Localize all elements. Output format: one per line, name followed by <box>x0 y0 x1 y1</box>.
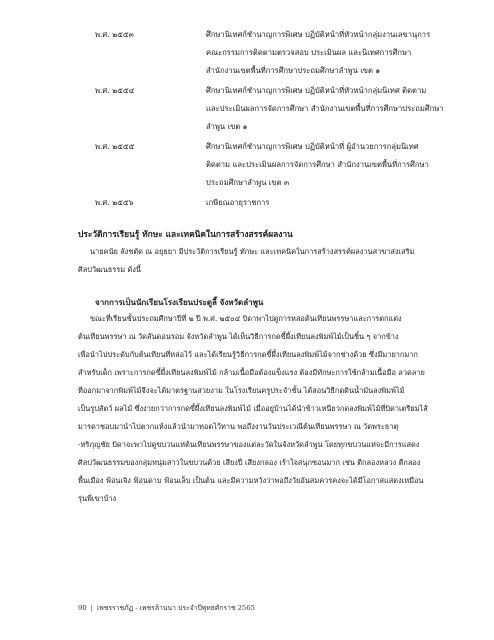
career-year: พ.ศ. ๒๕๕๕ <box>95 142 135 151</box>
career-line: ลำพูน เขต ๑ <box>206 122 248 131</box>
body-line: มารดาชอบมานำไปตากแห้งแล้วนำมาทอดไว้ทาน พอถึงงานวันประเวณีต้นเทียนพรรษา ณ วัดพระธาตุ <box>78 422 399 431</box>
career-year: พ.ศ. ๒๕๕๔ <box>95 86 135 95</box>
body-line: เพื่อนำไปประดับกับต้นเทียนที่หล่อไว้ และได้เรียนรู้วิธีการกดขี้ผึ้งเทียนลงพิมพ์ไม้จากช่างด้วย ซึ่งมีมายากมาก <box>78 350 418 359</box>
career-line: และประเมินผลการจัดการศึกษา สำนักงานเขตพื้นที่การศึกษาประถมศึกษา <box>206 104 444 113</box>
career-line: ศึกษานิเทศก์ชำนาญการพิเศษ ปฏิบัติหน้าที่หัวหน้ากลุ่มนิเทศ ติดตาม <box>206 86 427 95</box>
career-year: พ.ศ. ๒๕๕๓ <box>95 30 134 39</box>
career-line: ประถมศึกษาลำพูน เขต ๓ <box>206 178 290 187</box>
career-line: ศึกษานิเทศก์ชำนาญการพิเศษ ปฏิบัติหน้าที่ ผู้อำนวยการกลุ่มนิเทศ <box>206 142 419 151</box>
career-line: เกษียณอายุราชการ <box>206 198 270 207</box>
subsection-heading: จากการเป็นนักเรียนโรงเรียนประตูลี้ จังหวัดลำพูน <box>95 297 264 307</box>
career-line: คณะกรรมการติดตามตรวจสอบ ประเมินผล และนิเทศการศึกษา <box>206 48 412 57</box>
body-line: ต้นเทียนพรรษา ณ วัดสันดอนรอม จังหวัดลำพูน ได้เห็นวิธีการกดขี้ผึ้งเทียนลงพิมพ์ไม้เป็นชิ้น ๆ จากข้าง <box>78 332 399 341</box>
body-line: เป็นรูปสัตว์ ผลไม้ ซึ่งง่ายกว่าการกดขี้ผึ้งเทียนลงพิมพ์ไม้ เมื่ออยู่บ้านได้นำข้าวเหนียวกดลงพิมพ์ไม้ที่บิดาเตรียมไส้ <box>78 404 428 413</box>
career-line: สำนักงานเขตพื้นที่การศึกษาประถมศึกษาลำพูน เขต ๑ <box>206 66 381 75</box>
career-year: พ.ศ. ๒๕๕๖ <box>95 198 134 207</box>
body-line: ศิลปวัฒนธรรมของกลุ่มหนุ่มสาวในขบวนด้วย เสียงปี่ เสียงกลอง เร้าใจสนุกซอนมาก เช่น ตีกลองหลวง ตีกลอง <box>78 458 421 467</box>
body-line: -หริภุญชัย บิดาจะพาไปดูขบวนแห่ต้นเทียนพรรษาของแต่ละวัดในจังหวัดลำพูน โดยทุกขบวนแห่จะมีการแสดง <box>78 440 420 449</box>
intro-line: นายคนัย ลังชตัด ณ อยุธยา มีประวัติการเรียนรู้ ทักษะ และเทคนิคในการสร้างสรรค์ผลงานสาขาส่งเสริม <box>90 247 415 256</box>
page-number: 90 <box>78 604 87 612</box>
career-description <box>206 198 476 208</box>
publication-title: เพชรราชภัฏ - เพชรล้านนา ประจำปีพุทธศักราช 2565 <box>96 604 255 612</box>
section-heading: ประวัติการเรียนรู้ ทักษะ และเทคนิคในการสร้างสรรค์ผลงาน <box>78 229 293 239</box>
body-line: สำหรับเด็ก เพราะการกดขี้ผึ้งเทียนลงพิมพ์ไม้ กล้ามเนื้อมือต้องแข็งแรง ต้องมีทักษะการใช้กล้ามเนื้อมือ ลวดลาย <box>78 368 425 377</box>
intro-line: ศิลปวัฒนธรรม ดังนี้ <box>78 265 141 274</box>
body-line: ขณะที่เรียนชั้นประถมศึกษาปีที่ ๒ ปี พ.ศ. ๒๕๐๔ บิดาพาไปดูการหล่อต้นเทียนพรรษาและการตกแต่ง <box>90 314 402 323</box>
career-description <box>206 86 476 132</box>
body-line: ที่ออกมาจากพิมพ์ไม้จึงจะได้มาตรฐานสวยงาม ในโรงเรียนครูประจำชั้น ได้สอนวิธีกดดินน้ำมันลงพิมพ์ไม้ <box>78 386 405 395</box>
footer-separator: | <box>90 604 93 612</box>
career-line: ศึกษานิเทศก์ชำนาญการพิเศษ ปฏิบัติหน้าที่หัวหน้ากลุ่มงานเลขานุการ <box>206 30 431 39</box>
career-line: ติดตาม และประเมินผลการจัดการศึกษา สำนักงานเขตพื้นที่การศึกษา <box>206 160 429 169</box>
body-line: รุ่นพี่เขาบ้าง <box>78 494 117 503</box>
page-footer <box>78 602 255 613</box>
career-description <box>206 142 476 188</box>
career-description <box>206 30 476 76</box>
body-line: พื้นเมือง ฟ้อนเจิง ฟ้อนดาบ ฟ้อนเล็บ เป็นต้น และมีความหวังว่าพอถึงวัยอันสมควรคงจะได้มีโอกาสแสดงเหมือน <box>78 476 424 485</box>
